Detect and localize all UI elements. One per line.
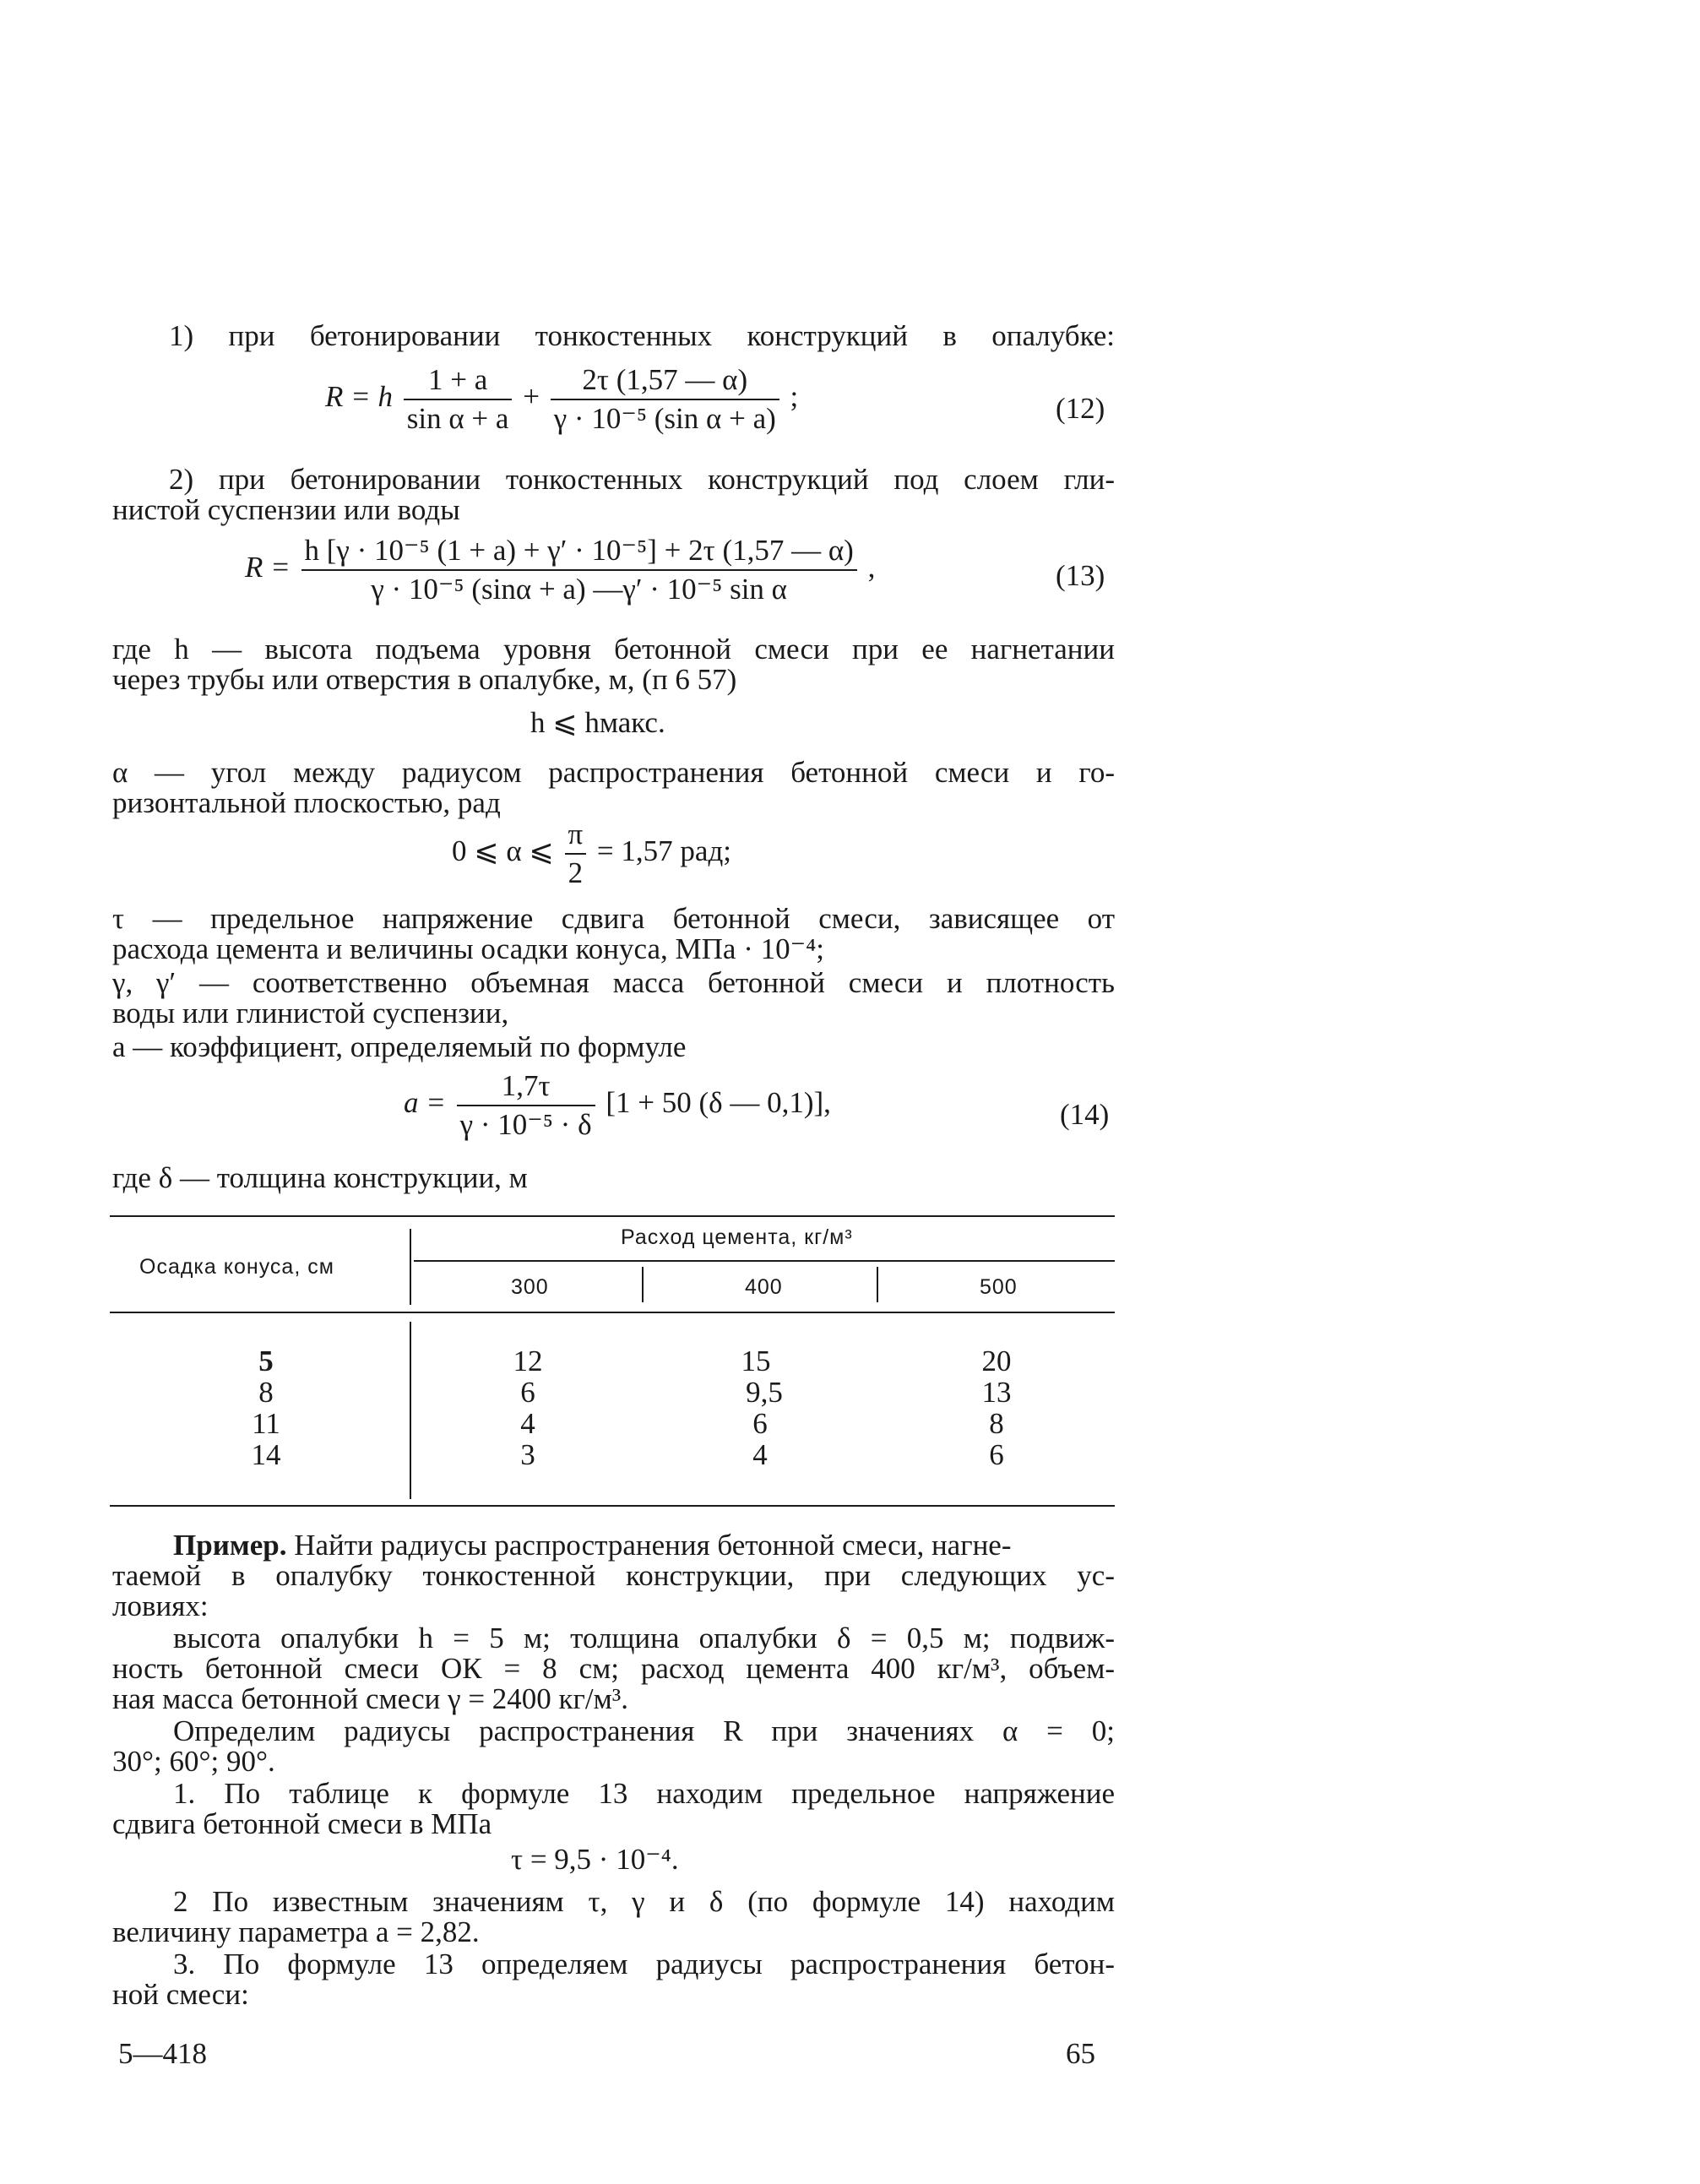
table-col-header-400: 400 [745,1275,783,1299]
eq13-tail: , [867,551,876,584]
eq12-tail: ; [790,380,799,414]
eq12-frac1-den: sin α + a [406,402,509,435]
table-cell-slump: 5 [258,1345,274,1377]
table-cell: 6 [752,1407,768,1440]
table-cell: 8 [989,1407,1004,1440]
table-row-header: Осадка конуса, см [139,1255,334,1279]
alpha-line1: α — угол между радиусом распространения бетонной смеси и го- [112,756,1115,789]
example-p2-line3: ная масса бетонной смеси γ = 2400 кг/м³. [112,1682,629,1715]
item2-line1: 2) при бетонировании тонкостенных конструкций под слоем гли- [169,463,1115,496]
step1-equation: τ = 9,5 · 10⁻⁴. [511,1843,679,1876]
table-col-separator-1 [642,1267,644,1302]
h-condition: h ⩽ hмакс. [530,706,665,739]
table-cell-slump: 11 [252,1407,280,1440]
table-cell: 6 [520,1376,535,1409]
table-cell: 4 [520,1407,535,1440]
example-p1-line1-text: Найти радиусы распространения бетонной смеси, нагне- [294,1529,1012,1562]
equation-13 [245,534,875,606]
table-col-separator-2 [877,1267,878,1302]
table-cell-slump: 8 [258,1376,274,1409]
table-cell: 4 [752,1438,768,1471]
step3-line1: 3. По формуле 13 определяем радиусы распространения бетон- [173,1948,1115,1980]
page-number: 65 [1066,2037,1095,2070]
table-body-stub-separator [410,1322,411,1499]
equation-14 [404,1069,831,1142]
gamma-line2: воды или глинистой суспензии, [112,997,509,1030]
eq12-frac2-num: 2τ (1,57 — α) [551,363,779,400]
table-group-rule [414,1260,1115,1262]
eq14-frac [457,1069,595,1142]
table-col-header-500: 500 [980,1275,1018,1299]
eq12-number: (12) [1056,392,1105,425]
example-p1-line3: ловиях: [112,1589,209,1622]
alpha-cond-den: 2 [568,856,584,889]
alpha-condition [452,818,731,890]
eq14-rhs: [1 + 50 (δ — 0,1)], [606,1086,831,1120]
step1-line1: 1. По таблице к формуле 13 находим предельное напряжение [173,1777,1115,1810]
eq12-frac1 [404,363,513,436]
step2-line1: 2 По известным значениям τ, γ и δ (по формуле 14) находим [173,1885,1115,1918]
delta-line: где δ — толщина конструкции, м [112,1161,528,1194]
eq13-den: γ · 10⁻⁵ (sinα + a) —γ′ · 10⁻⁵ sin α [371,573,788,606]
eq13-number: (13) [1056,559,1105,592]
eq13-lhs: R = [245,551,291,584]
a-line: a — коэффициент, определяемый по формуле [112,1030,687,1063]
table-cell: 12 [513,1345,543,1377]
example-p2-line2: ность бетонной смеси ОК = 8 см; расход цемента 400 кг/м³, объем- [112,1652,1115,1685]
example-p3-line1: Определим радиусы распространения R при значениях α = 0; [173,1714,1115,1747]
where-h-line2: через трубы или отверстия в опалубке, м, (п 6 57) [112,663,737,696]
eq12-frac2 [551,363,779,436]
table-cell-slump: 14 [251,1438,281,1471]
example-label: Пример. [173,1529,287,1562]
example-p1-line2: таемой в опалубку тонкостенной конструкции, при следующих ус- [112,1559,1115,1592]
alpha-cond-right: = 1,57 рад; [596,834,731,868]
alpha-cond-frac [565,818,587,890]
eq12-lhs: R = h [325,380,393,414]
table-cell: 9,5 [746,1376,783,1409]
step1-line2: сдвига бетонной смеси в МПа [112,1807,492,1840]
footer-signature: 5—418 [118,2037,207,2070]
table-header-rule [110,1312,1115,1313]
alpha-line2: ризонтальной плоскостью, рад [112,786,501,819]
eq12-frac2-den: γ · 10⁻⁵ (sin α + a) [553,402,776,435]
step2-line2: величину параметра a = 2,82. [112,1915,480,1948]
table-cell: 6 [989,1438,1004,1471]
eq14-lhs: a = [404,1086,446,1120]
table-cell: 15 [741,1345,771,1377]
eq14-num: 1,7τ [457,1069,595,1106]
table-cell: 3 [520,1438,535,1471]
equation-12 [325,363,798,436]
item1-text: 1) при бетонировании тонкостенных конструкций в опалубке: [169,319,1115,352]
table-group-header: Расход цемента, кг/м³ [621,1225,853,1249]
eq14-den: γ · 10⁻⁵ · δ [459,1108,592,1141]
example-p3-line2: 30°; 60°; 90°. [112,1745,275,1778]
eq12-plus: + [523,380,540,414]
table-cell: 13 [981,1376,1012,1409]
alpha-cond-num: π [565,818,587,855]
example-p2-line1: высота опалубки h = 5 м; толщина опалубки δ = 0,5 м; подвиж- [173,1622,1115,1654]
eq14-number: (14) [1060,1098,1110,1131]
item2-line2: нистой суспензии или воды [112,493,460,526]
eq12-frac1-num: 1 + a [404,363,513,400]
tau-line1: τ — предельное напряжение сдвига бетонной смеси, зависящее от [112,902,1115,935]
gamma-line1: γ, γ′ — соответственно объемная масса бетонной смеси и плотность [112,966,1115,999]
example-p1-line1 [173,1529,1115,1562]
eq13-frac [301,534,857,606]
tau-line2: расхода цемента и величины осадки конуса, МПа · 10⁻⁴; [112,932,825,965]
alpha-cond-left: 0 ⩽ α ⩽ [452,834,554,868]
table-cell: 20 [981,1345,1012,1377]
table-stub-separator [410,1229,411,1305]
table-top-rule [110,1215,1115,1217]
where-h-line1: где h — высота подъема уровня бетонной смеси при ее нагнетании [112,633,1115,666]
table-bottom-rule [110,1505,1115,1507]
step3-line2: ной смеси: [112,1978,249,2011]
table-col-header-300: 300 [511,1275,549,1299]
eq13-num: h [γ · 10⁻⁵ (1 + a) + γ′ · 10⁻⁵] + 2τ (1,57 — α) [301,534,857,571]
